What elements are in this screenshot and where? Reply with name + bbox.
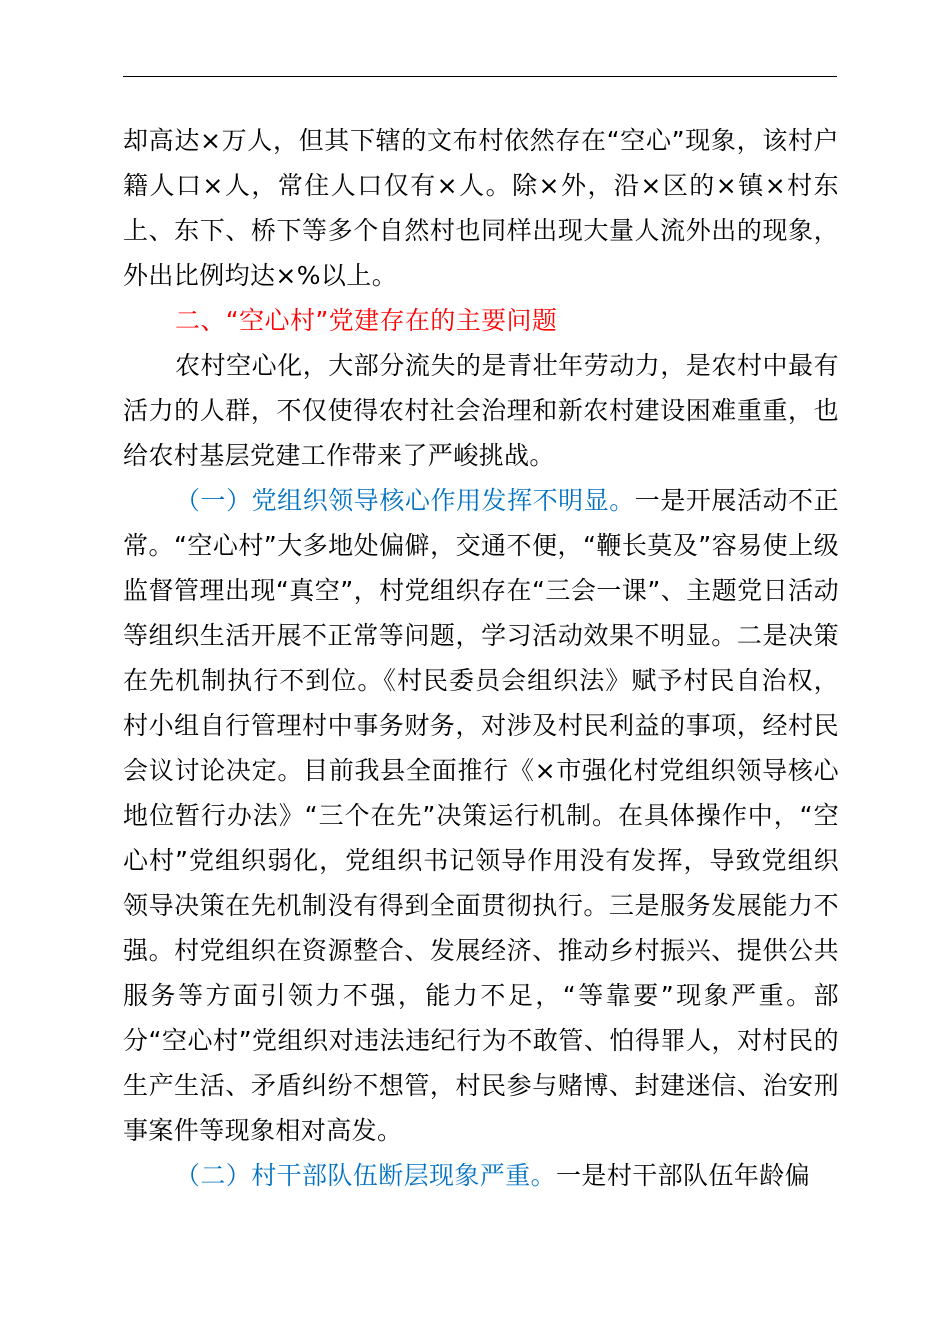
subsection-body-1: 一是开展活动不正常。“空心村”大多地处偏僻，交通不便，“鞭长莫及”容易使上级监督管理出现“真空”，村党组织存在“三会一课”、主题党日活动等组织生活开展不正常等问题，学习活动效果不明显。二是决策在先机制执行不到位。《村民委员会组织法》赋予村民自治权，村小组自行管理村中事务财务，对涉及村民利益的事项，经村民会议讨论决定。目前我县全面推行《×市强化村党组织领导核心地位暂行办法》“三个在先”决策运行机制。在具体操作中，“空心村”党组织弱化，党组织书记领导作用没有发挥，导致党组织领导决策在先机制没有得到全面贯彻执行。三是服务发展能力不强。村党组织在资源整合、发展经济、推动乡村振兴、提供公共服务等方面引领力不强，能力不足，“等靠要”现象严重。部分“空心村”党组织对违法违纪行为不敢管、怕得罪人，对村民的生产生活、矛盾纠纷不想管，村民参与赌博、封建迷信、治安刑事案件等现象相对高发。 — [123, 486, 840, 1145]
subsection-heading-2: （二）村干部队伍断层现象严重。 — [175, 1161, 557, 1190]
subsection-heading-1: （一）党组织领导核心作用发挥不明显。 — [175, 486, 635, 515]
subsection-body-2: 一是村干部队伍年龄偏 — [556, 1161, 811, 1190]
paragraph-subsection-1 — [123, 478, 839, 1153]
paragraph-subsection-2 — [123, 1153, 839, 1198]
paragraph-hollowing: 农村空心化，大部分流失的是青壮年劳动力，是农村中最有活力的人群，不仅使得农村社会治理和新农村建设困难重重，也给农村基层党建工作带来了严峻挑战。 — [123, 351, 839, 470]
document-body — [123, 118, 839, 1198]
section-heading-problems: 二、“空心村”党建存在的主要问题 — [175, 306, 558, 335]
header-rule — [123, 76, 837, 77]
paragraph-population: 却高达×万人，但其下辖的文布村依然存在“空心”现象，该村户籍人口×人，常住人口仅有×人。除×外，沿×区的×镇×村东上、东下、桥下等多个自然村也同样出现大量人流外出的现象，外出比例均达×%以上。 — [123, 126, 839, 290]
